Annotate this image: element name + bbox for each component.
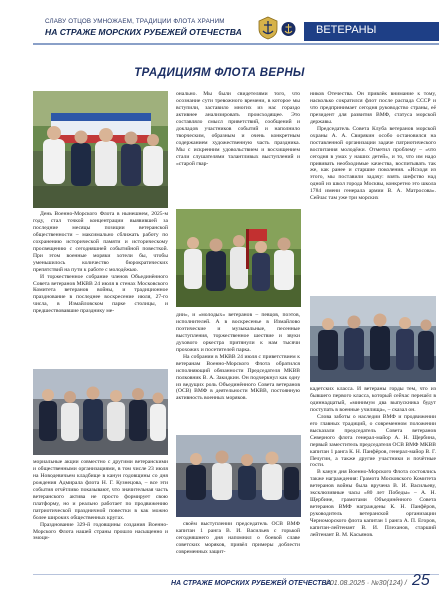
paragraph: дии», и «молодых» ветеранов – певцов, поэтов, исполнителей. А в воскресенье в Измайлово поэтические и музыкальные, песенные выступления, торжественное шествие и звуки духового оркестра притянули к нам тысячи прохожих и посетителей парка. [176, 312, 300, 353]
column-2-top [176, 91, 300, 167]
paragraph: кадетских класса. И ветераны горды тем, что из бывшего первого класса, который сейчас перешёл в одиннадцатый, «минимум два выпускника будут поступать в военные училища», – сказал он. [310, 386, 436, 413]
paragraph: И торжественное собрание членов Объединённого Совета ветеранов МКВВ 24 июля в стенах Московского Комитета ветеранов войны, и традиционное празднование в последнее воскресение июля, 27-го числа, в Измайловском парке столицы, и предшествовавшие празднику ме- [33, 273, 168, 315]
article-headline: ТРАДИЦИЯМ ФЛОТА ВЕРНЫ [134, 67, 305, 79]
header-rule [33, 43, 439, 45]
paragraph: День Военно-Морского Флота в нынешнем, 2025-м году, стал точкой концентрации выявившей за последние месяцы позиции ветеранской общественности – максимально сближать работу по сохранению исторической памяти и историческому просвещению с сегодняшней событийной повесткой. При этом военные моряки хотели бы, чтобы уменьшилось количество бюрократических препятствий на пути к работе с молодёжью. [33, 211, 168, 273]
section-tab: ВЕТЕРАНЫ [304, 22, 439, 41]
paragraph: Слова заботы о наследии ВМФ и продвижении его главных традиций, о современном положении высказали председатель Совета ветеранов Северного флота генерал-майор А. Н. Щербина, первый заместитель председателя ОСВ ВМФ МКВВ капитан 1 ранга К. Н. Панфёров, генерал-майор В. Г. Печугин, а также другие участники и почётные гости. [310, 413, 436, 469]
navy-emblem-icon [257, 16, 279, 40]
photo-ceremony-park [176, 209, 301, 307]
page-number: 25 [412, 572, 430, 589]
paragraph: ников Отечества. Он привлёк внимание к тому, насколько сократился флот после распада СССР и что предпринимает сегодня руководство страны, её президент для развития ВМФ, статуса морской державы. [310, 91, 436, 125]
paragraph: Празднование 329-й годовщины создания Военно-Морского Флота нашей страны прошло насыщенно и эмоци- [33, 521, 168, 542]
footer-title: НА СТРАЖЕ МОРСКИХ РУБЕЖЕЙ ОТЕЧЕСТВА [171, 580, 332, 587]
column-2-middle [176, 312, 300, 402]
column-2-bottom [176, 521, 300, 556]
photo-veterans-group [33, 369, 168, 455]
veterans-badge-icon [281, 20, 296, 38]
column-3-bottom [310, 386, 436, 539]
footer-issue-date: / 01.08.2025 · №30(124) / [326, 580, 407, 587]
paragraph: Председатель Совета Клуба ветеранов морской охраны А. А. Свирякин особо остановился на поставленной организации задаче патриотического воспитания молодёжи. Отметил проблему – «что сегодня в умах у наших детей», и то, что им надо прививать необходимые качества, воспитывать так же, как ранее и старшие поколения. «Исходя из этого, мы поставили задачу: взять шефство над одной из школ города Москвы, конкретно это школа 1784 имени генерала армии В. А. Матросова». Сейчас там уже три морских [310, 125, 436, 202]
photo-veterans-table [176, 435, 301, 517]
page-header [0, 0, 439, 60]
header-masthead: НА СТРАЖЕ МОРСКИХ РУБЕЖЕЙ ОТЕЧЕСТВА [45, 27, 242, 37]
photo-veterans-portrait [310, 296, 436, 382]
column-1-bottom [33, 459, 168, 542]
column-3-top [310, 91, 436, 202]
header-kicker: СЛАВУ ОТЦОВ УМНОЖАЕМ, ТРАДИЦИИ ФЛОТА ХРАНИМ [45, 18, 225, 25]
paragraph: онально. Мы были свидетелями того, что осознание сути тревожного времени, в которое мы вступили, заставило многих из нас гораздо активнее анализировать происходящее. Это составляло смысл приветствий, сообщений и докладов участников событий и наполнило творческим, образным и очень конкретным содержанием художественную часть праздника. Мы с искренним удовольствием и восхищением стали слушателями талантливых выступлений и «старой гвар- [176, 91, 300, 167]
footer-rule [33, 574, 439, 575]
photo-veterans-with-banner [33, 91, 168, 208]
paragraph: своём выступлении председатель ОСВ ВМФ капитан 1 ранга В. И. Васильев с горькой сегодняшнего дня напомнил о боевой славе советских моряков, привёл примеры доблести современных защит- [176, 521, 300, 555]
paragraph: В канун дня Военно-Морского Флота состоялись также награждения: Грамота Московского Комитета ветеранов войны была вручена В. И. Васильеву, эксклюзивные часы «80 лет Победы» – А. Н. Щербине, грамотами Объединённого Совета ветеранов ВМФ награждены К. Н. Панфёров, руководитель ветеранской организации Черноморского флота капитан 1 ранга А. П. Егоров, капитан-лейтенант В. И. Плеханов, старший лейтенант В. М. Касьянов. [310, 469, 436, 539]
column-1-top [33, 211, 168, 315]
paragraph: На собрании в МКВВ 24 июля с приветствием к ветеранам Военно-Морского Флота обратился исполняющий обязанности Председателя МКВВ полковник В. А. Закидкин. Он подчеркнул как одну из ведущих роль Объединённого Совета ветеранов (ОСВ) ВМФ в деятельности МКВВ, постоянную активность военных моряков. [176, 353, 300, 402]
paragraph: мориальные акции совместно с другими ветеранскими и общественными организациями, в том числе 23 июля на Новодевичьем кладбище в канун годовщины со дня рождения Адмирала флота Н. Г. Кузнецова, – все эти события отчётливо показывают, что значительная часть ветеранского актива не просто формирует свою платформу, но и реально работает по продвижению патриотической праздничной повестки в как можно более широких общественных кругах. [33, 459, 168, 521]
